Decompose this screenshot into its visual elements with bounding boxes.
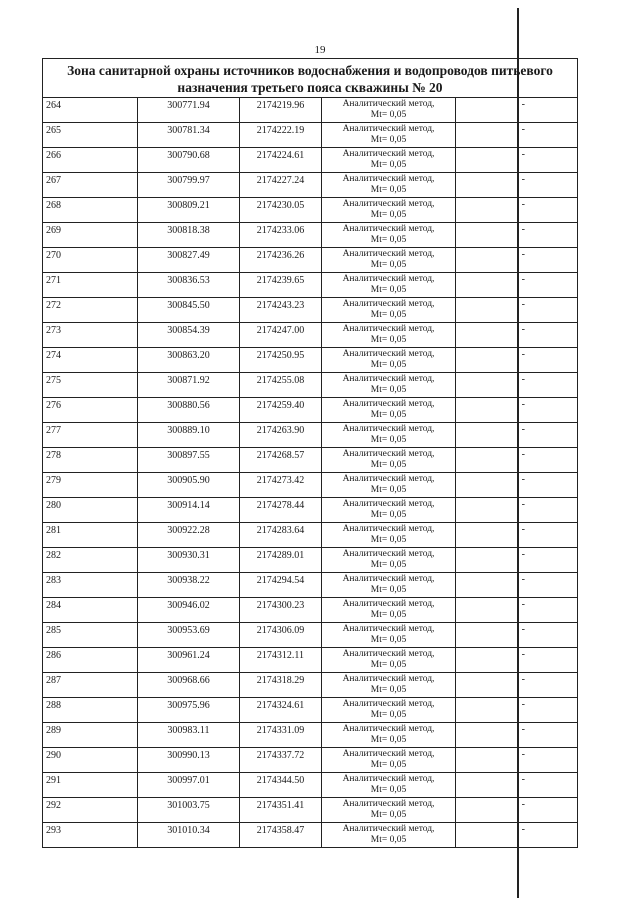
x-coordinate-cell: 300905.90: [138, 473, 240, 497]
method-cell: [322, 598, 456, 622]
point-number-cell: 268: [43, 198, 138, 222]
point-number-cell: 281: [43, 523, 138, 547]
method-cell: [322, 548, 456, 572]
method-cell: [322, 148, 456, 172]
description-cell: -: [521, 224, 525, 235]
description-cell: -: [521, 724, 525, 735]
x-coordinate-cell: 300968.66: [138, 673, 240, 697]
description-cell: -: [521, 824, 525, 835]
table-row: [42, 398, 578, 423]
method-label: Аналитический метод,: [342, 324, 435, 334]
point-number-cell: 279: [43, 473, 138, 497]
method-label: Аналитический метод,: [342, 824, 435, 834]
description-cell: -: [521, 699, 525, 710]
method-cell: [322, 748, 456, 772]
accuracy-label: Mt= 0,05: [370, 335, 407, 345]
y-coordinate-cell: 2174263.90: [240, 423, 322, 447]
method-label: Аналитический метод,: [342, 224, 435, 234]
y-coordinate-cell: 2174273.42: [240, 473, 322, 497]
method-label: Аналитический метод,: [342, 249, 435, 259]
accuracy-label: Mt= 0,05: [370, 160, 407, 170]
accuracy-label: Mt= 0,05: [370, 785, 407, 795]
accuracy-label: Mt= 0,05: [370, 685, 407, 695]
x-coordinate-cell: 300975.96: [138, 698, 240, 722]
point-number-cell: 284: [43, 598, 138, 622]
accuracy-label: Mt= 0,05: [370, 760, 407, 770]
table-row: [42, 248, 578, 273]
accuracy-label: Mt= 0,05: [370, 110, 407, 120]
method-cell: [322, 373, 456, 397]
description-cell: -: [521, 174, 525, 185]
table-row: [42, 473, 578, 498]
method-cell: [322, 498, 456, 522]
description-cell: -: [521, 249, 525, 260]
point-number-cell: 276: [43, 398, 138, 422]
description-cell: -: [521, 399, 525, 410]
method-cell: [322, 798, 456, 822]
accuracy-label: Mt= 0,05: [370, 610, 407, 620]
method-cell: [322, 523, 456, 547]
table-row: [42, 448, 578, 473]
accuracy-label: Mt= 0,05: [370, 535, 407, 545]
method-label: Аналитический метод,: [342, 699, 435, 709]
accuracy-label: Mt= 0,05: [370, 510, 407, 520]
method-cell: [322, 648, 456, 672]
accuracy-label: Mt= 0,05: [370, 560, 407, 570]
x-coordinate-cell: 301010.34: [138, 823, 240, 847]
coordinates-table: [42, 98, 578, 848]
y-coordinate-cell: 2174294.54: [240, 573, 322, 597]
page-number: 19: [314, 44, 326, 56]
x-coordinate-cell: 300790.68: [138, 148, 240, 172]
accuracy-label: Mt= 0,05: [370, 585, 407, 595]
description-cell: -: [521, 674, 525, 685]
table-row: [42, 698, 578, 723]
method-cell: [322, 248, 456, 272]
method-cell: [322, 223, 456, 247]
accuracy-label: Mt= 0,05: [370, 660, 407, 670]
table-row: [42, 798, 578, 823]
table-row: [42, 598, 578, 623]
description-cell: -: [521, 424, 525, 435]
method-cell: [322, 398, 456, 422]
point-number-cell: 285: [43, 623, 138, 647]
method-cell: [322, 173, 456, 197]
method-cell: [322, 348, 456, 372]
method-cell: [322, 98, 456, 122]
accuracy-label: Mt= 0,05: [370, 410, 407, 420]
method-label: Аналитический метод,: [342, 424, 435, 434]
method-label: Аналитический метод,: [342, 749, 435, 759]
method-label: Аналитический метод,: [342, 374, 435, 384]
method-cell: [322, 123, 456, 147]
x-coordinate-cell: 300938.22: [138, 573, 240, 597]
method-cell: [322, 823, 456, 847]
accuracy-label: Mt= 0,05: [370, 310, 407, 320]
description-cell: -: [521, 99, 525, 110]
y-coordinate-cell: 2174324.61: [240, 698, 322, 722]
point-number-cell: 269: [43, 223, 138, 247]
method-cell: [322, 698, 456, 722]
point-number-cell: 264: [43, 98, 138, 122]
method-label: Аналитический метод,: [342, 649, 435, 659]
accuracy-label: Mt= 0,05: [370, 735, 407, 745]
description-cell: -: [521, 774, 525, 785]
y-coordinate-cell: 2174351.41: [240, 798, 322, 822]
point-number-cell: 275: [43, 373, 138, 397]
point-number-cell: 286: [43, 648, 138, 672]
description-cell: -: [521, 799, 525, 810]
point-number-cell: 293: [43, 823, 138, 847]
description-cell: -: [521, 474, 525, 485]
method-cell: [322, 298, 456, 322]
point-number-cell: 266: [43, 148, 138, 172]
method-cell: [322, 573, 456, 597]
table-row: [42, 298, 578, 323]
x-coordinate-cell: 300922.28: [138, 523, 240, 547]
table-row: [42, 723, 578, 748]
method-label: Аналитический метод,: [342, 774, 435, 784]
x-coordinate-cell: 300818.38: [138, 223, 240, 247]
x-coordinate-cell: 301003.75: [138, 798, 240, 822]
accuracy-label: Mt= 0,05: [370, 635, 407, 645]
description-cell: -: [521, 274, 525, 285]
description-cell: -: [521, 449, 525, 460]
y-coordinate-cell: 2174247.00: [240, 323, 322, 347]
x-coordinate-cell: 300854.39: [138, 323, 240, 347]
method-label: Аналитический метод,: [342, 449, 435, 459]
table-row: [42, 498, 578, 523]
y-coordinate-cell: 2174219.96: [240, 98, 322, 122]
x-coordinate-cell: 300863.20: [138, 348, 240, 372]
table-row: [42, 673, 578, 698]
y-coordinate-cell: 2174268.57: [240, 448, 322, 472]
accuracy-label: Mt= 0,05: [370, 260, 407, 270]
method-cell: [322, 773, 456, 797]
y-coordinate-cell: 2174233.06: [240, 223, 322, 247]
accuracy-label: Mt= 0,05: [370, 460, 407, 470]
accuracy-label: Mt= 0,05: [370, 835, 407, 845]
x-coordinate-cell: 300781.34: [138, 123, 240, 147]
title-line-1: Зона санитарной охраны источников водоснабжения и водопроводов питьевого: [67, 63, 553, 78]
method-label: Аналитический метод,: [342, 499, 435, 509]
x-coordinate-cell: 300930.31: [138, 548, 240, 572]
table-row: [42, 373, 578, 398]
y-coordinate-cell: 2174278.44: [240, 498, 322, 522]
method-label: Аналитический метод,: [342, 149, 435, 159]
accuracy-label: Mt= 0,05: [370, 810, 407, 820]
method-label: Аналитический метод,: [342, 299, 435, 309]
table-row: [42, 98, 578, 123]
method-cell: [322, 273, 456, 297]
accuracy-label: Mt= 0,05: [370, 710, 407, 720]
description-cell: -: [521, 149, 525, 160]
x-coordinate-cell: 300889.10: [138, 423, 240, 447]
method-label: Аналитический метод,: [342, 349, 435, 359]
y-coordinate-cell: 2174236.26: [240, 248, 322, 272]
table-row: [42, 748, 578, 773]
point-number-cell: 270: [43, 248, 138, 272]
table-row: [42, 648, 578, 673]
method-label: Аналитический метод,: [342, 524, 435, 534]
table-title: [42, 58, 578, 98]
method-label: Аналитический метод,: [342, 599, 435, 609]
method-cell: [322, 198, 456, 222]
point-number-cell: 280: [43, 498, 138, 522]
method-label: Аналитический метод,: [342, 674, 435, 684]
method-cell: [322, 623, 456, 647]
point-number-cell: 267: [43, 173, 138, 197]
description-cell: -: [521, 649, 525, 660]
y-coordinate-cell: 2174259.40: [240, 398, 322, 422]
y-coordinate-cell: 2174289.01: [240, 548, 322, 572]
x-coordinate-cell: 300845.50: [138, 298, 240, 322]
x-coordinate-cell: 300809.21: [138, 198, 240, 222]
description-cell: -: [521, 499, 525, 510]
description-cell: -: [521, 549, 525, 560]
point-number-cell: 282: [43, 548, 138, 572]
point-number-cell: 288: [43, 698, 138, 722]
accuracy-label: Mt= 0,05: [370, 185, 407, 195]
y-coordinate-cell: 2174283.64: [240, 523, 322, 547]
x-coordinate-cell: 300946.02: [138, 598, 240, 622]
table-row: [42, 198, 578, 223]
description-cell: -: [521, 574, 525, 585]
y-coordinate-cell: 2174300.23: [240, 598, 322, 622]
accuracy-label: Mt= 0,05: [370, 210, 407, 220]
method-cell: [322, 323, 456, 347]
point-number-cell: 290: [43, 748, 138, 772]
table-row: [42, 123, 578, 148]
accuracy-label: Mt= 0,05: [370, 135, 407, 145]
y-coordinate-cell: 2174222.19: [240, 123, 322, 147]
accuracy-label: Mt= 0,05: [370, 385, 407, 395]
point-number-cell: 278: [43, 448, 138, 472]
y-coordinate-cell: 2174230.05: [240, 198, 322, 222]
point-number-cell: 272: [43, 298, 138, 322]
description-cell: -: [521, 349, 525, 360]
table-row: [42, 423, 578, 448]
method-label: Аналитический метод,: [342, 549, 435, 559]
point-number-cell: 283: [43, 573, 138, 597]
x-coordinate-cell: 300799.97: [138, 173, 240, 197]
method-label: Аналитический метод,: [342, 124, 435, 134]
table-row: [42, 348, 578, 373]
y-coordinate-cell: 2174344.50: [240, 773, 322, 797]
title-line-2: назначения третьего пояса скважины № 20: [177, 80, 443, 95]
accuracy-label: Mt= 0,05: [370, 360, 407, 370]
point-number-cell: 287: [43, 673, 138, 697]
method-label: Аналитический метод,: [342, 274, 435, 284]
method-cell: [322, 448, 456, 472]
x-coordinate-cell: 300990.13: [138, 748, 240, 772]
accuracy-label: Mt= 0,05: [370, 485, 407, 495]
table-row: [42, 823, 578, 848]
y-coordinate-cell: 2174306.09: [240, 623, 322, 647]
x-coordinate-cell: 300771.94: [138, 98, 240, 122]
x-coordinate-cell: 300871.92: [138, 373, 240, 397]
method-cell: [322, 423, 456, 447]
point-number-cell: 277: [43, 423, 138, 447]
y-coordinate-cell: 2174358.47: [240, 823, 322, 847]
x-coordinate-cell: 300897.55: [138, 448, 240, 472]
y-coordinate-cell: 2174312.11: [240, 648, 322, 672]
method-label: Аналитический метод,: [342, 574, 435, 584]
y-coordinate-cell: 2174337.72: [240, 748, 322, 772]
x-coordinate-cell: 300961.24: [138, 648, 240, 672]
y-coordinate-cell: 2174224.61: [240, 148, 322, 172]
x-coordinate-cell: 300983.11: [138, 723, 240, 747]
point-number-cell: 291: [43, 773, 138, 797]
table-row: [42, 223, 578, 248]
y-coordinate-cell: 2174239.65: [240, 273, 322, 297]
x-coordinate-cell: 300914.14: [138, 498, 240, 522]
description-cell: -: [521, 124, 525, 135]
method-cell: [322, 673, 456, 697]
y-coordinate-cell: 2174331.09: [240, 723, 322, 747]
method-cell: [322, 473, 456, 497]
description-cell: -: [521, 624, 525, 635]
description-cell: -: [521, 524, 525, 535]
x-coordinate-cell: 300880.56: [138, 398, 240, 422]
y-coordinate-cell: 2174227.24: [240, 173, 322, 197]
table-row: [42, 323, 578, 348]
method-label: Аналитический метод,: [342, 724, 435, 734]
method-label: Аналитический метод,: [342, 199, 435, 209]
y-coordinate-cell: 2174255.08: [240, 373, 322, 397]
table-row: [42, 273, 578, 298]
method-label: Аналитический метод,: [342, 399, 435, 409]
method-label: Аналитический метод,: [342, 474, 435, 484]
method-label: Аналитический метод,: [342, 174, 435, 184]
point-number-cell: 292: [43, 798, 138, 822]
point-number-cell: 274: [43, 348, 138, 372]
method-label: Аналитический метод,: [342, 799, 435, 809]
method-label: Аналитический метод,: [342, 624, 435, 634]
description-cell: -: [521, 324, 525, 335]
accuracy-label: Mt= 0,05: [370, 235, 407, 245]
accuracy-label: Mt= 0,05: [370, 285, 407, 295]
description-cell: -: [521, 599, 525, 610]
table-row: [42, 548, 578, 573]
x-coordinate-cell: 300953.69: [138, 623, 240, 647]
point-number-cell: 289: [43, 723, 138, 747]
point-number-cell: 265: [43, 123, 138, 147]
description-cell: -: [521, 199, 525, 210]
x-coordinate-cell: 300997.01: [138, 773, 240, 797]
table-row: [42, 573, 578, 598]
description-cell: -: [521, 374, 525, 385]
x-coordinate-cell: 300836.53: [138, 273, 240, 297]
description-cell: -: [521, 749, 525, 760]
table-row: [42, 623, 578, 648]
table-row: [42, 773, 578, 798]
y-coordinate-cell: 2174318.29: [240, 673, 322, 697]
table-row: [42, 173, 578, 198]
y-coordinate-cell: 2174243.23: [240, 298, 322, 322]
table-row: [42, 148, 578, 173]
method-label: Аналитический метод,: [342, 99, 435, 109]
point-number-cell: 271: [43, 273, 138, 297]
point-number-cell: 273: [43, 323, 138, 347]
table-row: [42, 523, 578, 548]
method-cell: [322, 723, 456, 747]
y-coordinate-cell: 2174250.95: [240, 348, 322, 372]
x-coordinate-cell: 300827.49: [138, 248, 240, 272]
accuracy-label: Mt= 0,05: [370, 435, 407, 445]
description-cell: -: [521, 299, 525, 310]
